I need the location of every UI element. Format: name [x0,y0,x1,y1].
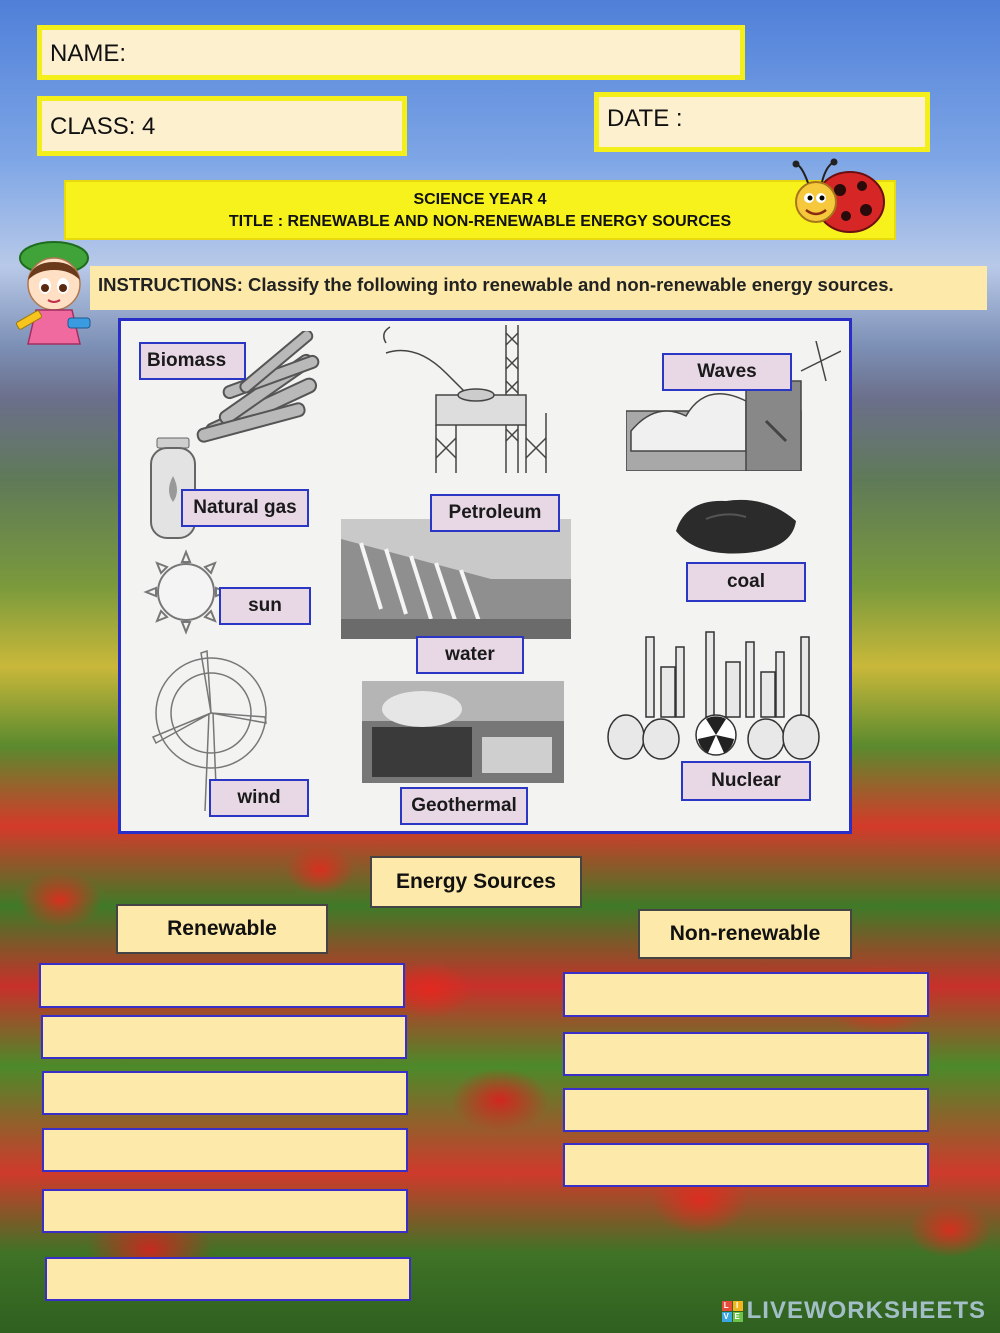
title-topic: TITLE : RENEWABLE AND NON-RENEWABLE ENERGY SOURCES [228,213,732,230]
renewable-drop-zone-2[interactable] [41,1015,407,1059]
non-renewable-drop-zone-3[interactable] [563,1088,929,1132]
liveworksheets-logo [722,1297,986,1325]
class-field[interactable] [37,96,407,156]
tile-coal[interactable]: coal [686,562,806,602]
class-label: CLASS: 4 [50,113,156,140]
non-renewable-drop-zone-2[interactable] [563,1032,929,1076]
name-label: NAME: [50,40,127,67]
instructions-text: INSTRUCTIONS: Classify the following into renewable and non-renewable energy sources. [90,266,987,310]
date-field[interactable] [594,92,930,152]
tile-water[interactable]: water [416,636,524,674]
tile-wind[interactable]: wind [209,779,309,817]
tile-geothermal[interactable]: Geothermal [400,787,528,825]
renewable-drop-zone-6[interactable] [45,1257,411,1301]
logo-mark-i: I [733,1301,743,1311]
title-subject: SCIENCE YEAR 4 [413,191,547,208]
petroleum-oil-rig-icon [376,323,556,493]
non-renewable-heading: Non-renewable [638,909,852,959]
non-renewable-drop-zone-4[interactable] [563,1143,929,1187]
liveworksheets-mark-icon [722,1301,743,1322]
tile-biomass[interactable]: Biomass [139,342,246,380]
logo-mark-e: E [734,1311,741,1321]
logo-text: LIVEWORKSHEETS [746,1297,986,1324]
tile-waves[interactable]: Waves [662,353,792,391]
energy-sources-heading: Energy Sources [370,856,582,908]
nuclear-plant-icon [606,627,831,762]
renewable-heading: Renewable [116,904,328,954]
energy-pictures-panel [118,318,852,834]
renewable-drop-zone-5[interactable] [42,1189,408,1233]
mascot-girl-icon [10,236,94,354]
tile-nuclear[interactable]: Nuclear [681,761,811,801]
logo-mark-v: V [723,1311,730,1321]
coal-lump-icon [666,491,806,561]
renewable-drop-zone-1[interactable] [39,963,405,1008]
tile-natural-gas[interactable]: Natural gas [181,489,309,527]
sun-icon [141,547,231,637]
geothermal-plant-icon [362,681,564,783]
ladybug-icon [788,156,894,242]
renewable-drop-zone-3[interactable] [42,1071,408,1115]
tile-petroleum[interactable]: Petroleum [430,494,560,532]
logo-mark-l: L [722,1301,732,1311]
tile-sun[interactable]: sun [219,587,311,625]
worksheet-title [64,180,896,240]
renewable-drop-zone-4[interactable] [42,1128,408,1172]
name-field[interactable] [37,25,745,80]
non-renewable-drop-zone-1[interactable] [563,972,929,1017]
water-dam-icon [341,519,571,639]
date-label: DATE : [607,105,683,132]
